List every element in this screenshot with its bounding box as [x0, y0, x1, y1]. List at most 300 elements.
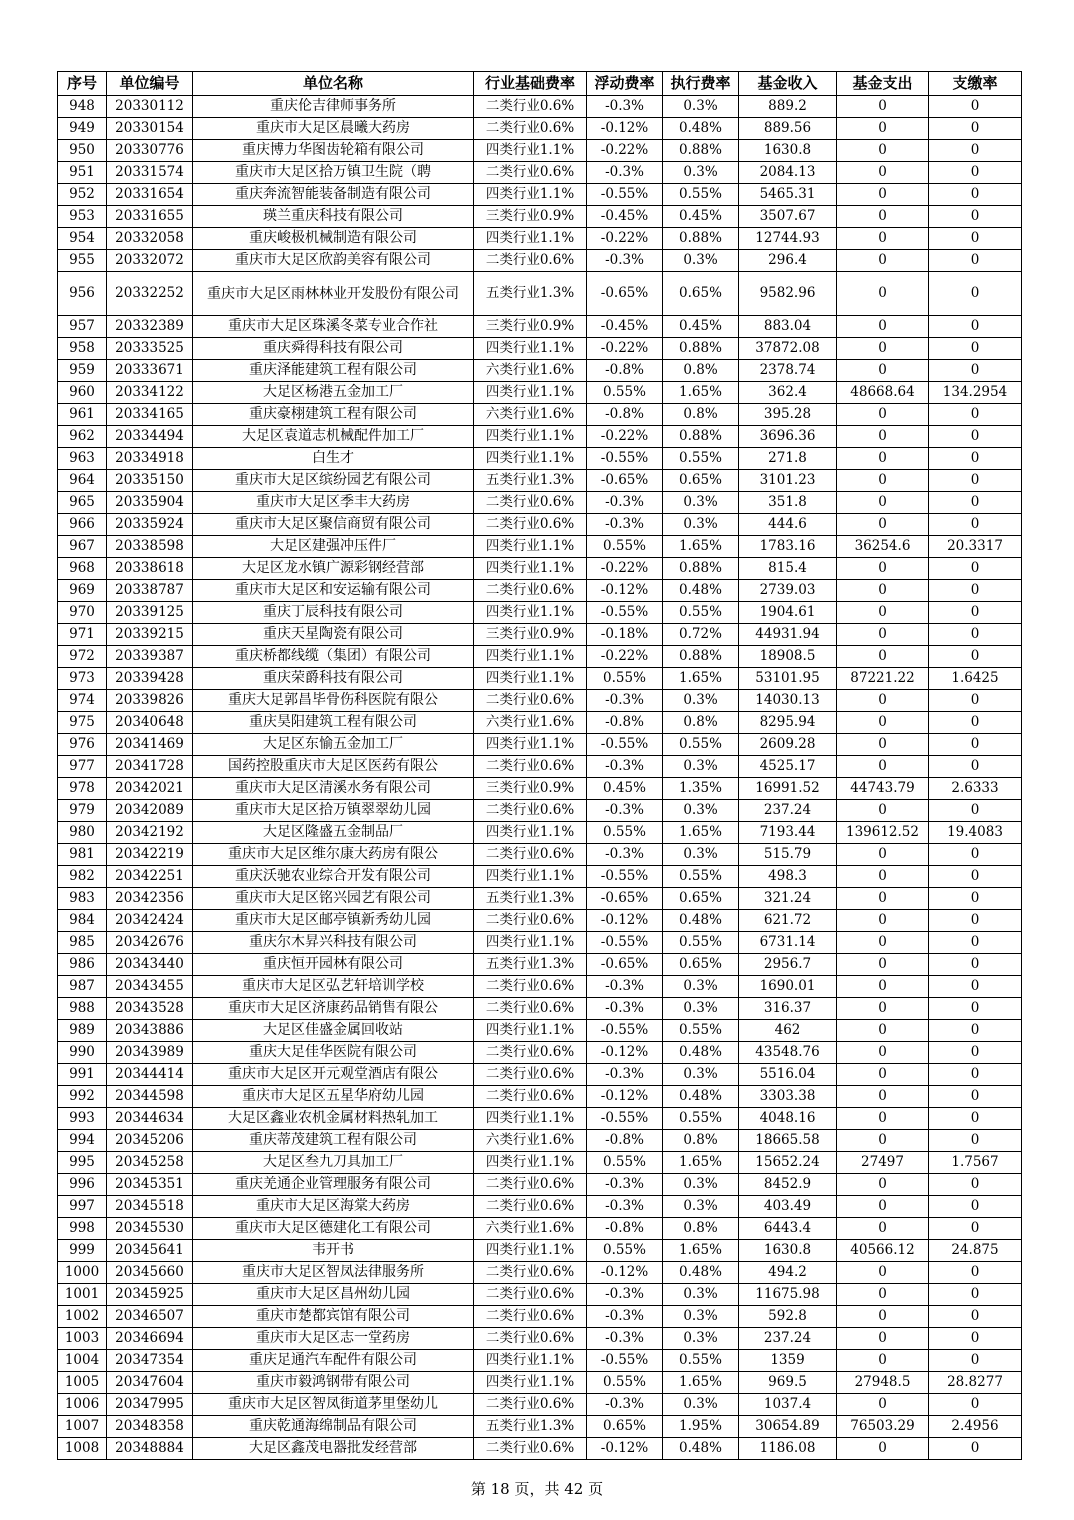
table-cell: 重庆尔木昇兴科技有限公司	[193, 932, 474, 954]
table-cell: 四类行业1.1%	[474, 734, 587, 756]
table-cell: 重庆市大足区雨林林业开发股份有限公司	[193, 272, 474, 316]
table-cell: 997	[58, 1196, 107, 1218]
table-cell: 二类行业0.6%	[474, 998, 587, 1020]
table-cell: 0.48%	[663, 580, 739, 602]
table-row	[58, 910, 1022, 932]
table-row	[58, 162, 1022, 184]
table-cell: 20342356	[107, 888, 193, 910]
table-cell: 2956.7	[739, 954, 837, 976]
table-cell: 0	[929, 1086, 1022, 1108]
table-cell: 20332252	[107, 272, 193, 316]
table-cell: 0	[929, 184, 1022, 206]
table-cell: 966	[58, 514, 107, 536]
table-cell: -0.12%	[587, 1042, 663, 1064]
table-cell: 20344598	[107, 1086, 193, 1108]
table-cell: 271.8	[739, 448, 837, 470]
table-cell: 0	[837, 1086, 929, 1108]
table-cell: 四类行业1.1%	[474, 1350, 587, 1372]
table-cell: 0	[929, 712, 1022, 734]
table-cell: 白生才	[193, 448, 474, 470]
table-cell: 889.2	[739, 96, 837, 118]
table-row	[58, 250, 1022, 272]
table-cell: 重庆泽能建筑工程有限公司	[193, 360, 474, 382]
table-cell: 0	[929, 998, 1022, 1020]
table-cell: 0.48%	[663, 1262, 739, 1284]
table-cell: 三类行业0.9%	[474, 778, 587, 800]
table-cell: 0.8%	[663, 360, 739, 382]
table-row	[58, 624, 1022, 646]
table-cell: 大足区杨港五金加工厂	[193, 382, 474, 404]
table-cell: -0.3%	[587, 1394, 663, 1416]
table-cell: 0	[837, 1064, 929, 1086]
table-cell: 971	[58, 624, 107, 646]
table-cell: -0.55%	[587, 932, 663, 954]
table-cell: 977	[58, 756, 107, 778]
table-cell: 0.55%	[663, 1350, 739, 1372]
table-cell: 0	[929, 492, 1022, 514]
table-cell: 0	[929, 360, 1022, 382]
table-cell: 973	[58, 668, 107, 690]
table-cell: 大足区叁九刀具加工厂	[193, 1152, 474, 1174]
table-cell: 0	[837, 800, 929, 822]
table-cell: 0	[837, 1042, 929, 1064]
table-cell: 0	[837, 624, 929, 646]
table-cell: 二类行业0.6%	[474, 1086, 587, 1108]
table-cell: 0	[837, 1438, 929, 1460]
table-cell: 494.2	[739, 1262, 837, 1284]
table-cell: 14030.13	[739, 690, 837, 712]
table-cell: -0.22%	[587, 426, 663, 448]
table-cell: 0.3%	[663, 514, 739, 536]
table-cell: 0.3%	[663, 844, 739, 866]
table-cell: 0.88%	[663, 338, 739, 360]
table-cell: 四类行业1.1%	[474, 140, 587, 162]
table-cell: 983	[58, 888, 107, 910]
table-cell: 0.65%	[663, 470, 739, 492]
table-cell: -0.3%	[587, 250, 663, 272]
table-cell: 0	[837, 690, 929, 712]
table-cell: -0.18%	[587, 624, 663, 646]
table-cell: 0.55%	[663, 1108, 739, 1130]
table-cell: 815.4	[739, 558, 837, 580]
table-cell: 0	[929, 250, 1022, 272]
table-cell: 0.3%	[663, 976, 739, 998]
table-cell: 20339387	[107, 646, 193, 668]
table-cell: 20331574	[107, 162, 193, 184]
table-cell: 0	[929, 96, 1022, 118]
table-cell: 重庆丁辰科技有限公司	[193, 602, 474, 624]
table-cell: 990	[58, 1042, 107, 1064]
table-cell: -0.8%	[587, 712, 663, 734]
table-cell: 955	[58, 250, 107, 272]
table-cell: 972	[58, 646, 107, 668]
table-cell: 953	[58, 206, 107, 228]
table-cell: 四类行业1.1%	[474, 382, 587, 404]
table-cell: 重庆市大足区晨曦大药房	[193, 118, 474, 140]
table-cell: -0.55%	[587, 734, 663, 756]
table-cell: 20341469	[107, 734, 193, 756]
table-cell: 992	[58, 1086, 107, 1108]
table-cell: 968	[58, 558, 107, 580]
table-cell: 20.3317	[929, 536, 1022, 558]
table-cell: -0.55%	[587, 184, 663, 206]
table-row	[58, 778, 1022, 800]
table-cell: 985	[58, 932, 107, 954]
table-cell: 995	[58, 1152, 107, 1174]
table-cell: 991	[58, 1064, 107, 1086]
table-cell: 0	[929, 272, 1022, 316]
table-cell: 951	[58, 162, 107, 184]
table-cell: 20345206	[107, 1130, 193, 1152]
table-cell: 大足区隆盛五金制品厂	[193, 822, 474, 844]
table-cell: 0.55%	[663, 932, 739, 954]
table-cell: 重庆市大足区德建化工有限公司	[193, 1218, 474, 1240]
table-cell: 515.79	[739, 844, 837, 866]
table-cell: 四类行业1.1%	[474, 536, 587, 558]
table-cell: 3303.38	[739, 1086, 837, 1108]
table-cell: 1001	[58, 1284, 107, 1306]
table-cell: 二类行业0.6%	[474, 580, 587, 602]
table-cell: 0	[837, 1020, 929, 1042]
table-row	[58, 1350, 1022, 1372]
table-cell: 19.4083	[929, 822, 1022, 844]
table-cell: 950	[58, 140, 107, 162]
table-cell: 1783.16	[739, 536, 837, 558]
table-cell: 498.3	[739, 866, 837, 888]
table-cell: 1359	[739, 1350, 837, 1372]
table-cell: -0.3%	[587, 800, 663, 822]
table-cell: 0	[837, 1130, 929, 1152]
table-cell: 0	[837, 184, 929, 206]
table-cell: 948	[58, 96, 107, 118]
table-cell: 20342021	[107, 778, 193, 800]
table-cell: 0.8%	[663, 404, 739, 426]
table-cell: 0.55%	[587, 536, 663, 558]
table-row	[58, 96, 1022, 118]
table-cell: 重庆市大足区拾万镇卫生院（聘	[193, 162, 474, 184]
table-cell: 二类行业0.6%	[474, 1328, 587, 1350]
table-cell: 0	[929, 580, 1022, 602]
table-row	[58, 998, 1022, 1020]
table-cell: 0	[929, 1394, 1022, 1416]
table-cell: 20342219	[107, 844, 193, 866]
table-cell: 3507.67	[739, 206, 837, 228]
table-cell: 8295.94	[739, 712, 837, 734]
table-cell: 1002	[58, 1306, 107, 1328]
table-row	[58, 1284, 1022, 1306]
table-cell: 0.45%	[663, 206, 739, 228]
table-cell: 重庆市毅鸿钢带有限公司	[193, 1372, 474, 1394]
table-cell: 20346694	[107, 1328, 193, 1350]
table-cell: 2739.03	[739, 580, 837, 602]
table-cell: 0.45%	[587, 778, 663, 800]
table-cell: 592.8	[739, 1306, 837, 1328]
table-cell: 0.8%	[663, 1130, 739, 1152]
table-cell: 0.48%	[663, 1438, 739, 1460]
table-cell: 1904.61	[739, 602, 837, 624]
table-cell: 981	[58, 844, 107, 866]
table-cell: 0	[837, 1350, 929, 1372]
table-cell: 979	[58, 800, 107, 822]
table-cell: -0.55%	[587, 448, 663, 470]
table-cell: 48668.64	[837, 382, 929, 404]
table-cell: 362.4	[739, 382, 837, 404]
table-cell: 1.7567	[929, 1152, 1022, 1174]
table-cell: 四类行业1.1%	[474, 426, 587, 448]
table-cell: 0	[837, 1108, 929, 1130]
table-cell: 0	[929, 1438, 1022, 1460]
table-cell: -0.3%	[587, 492, 663, 514]
table-cell: 四类行业1.1%	[474, 1108, 587, 1130]
table-cell: 重庆市大足区珠溪冬菜专业合作社	[193, 316, 474, 338]
table-cell: 20342192	[107, 822, 193, 844]
table-cell: -0.8%	[587, 360, 663, 382]
table-cell: 重庆市大足区邮亭镇新秀幼儿园	[193, 910, 474, 932]
table-cell: 1005	[58, 1372, 107, 1394]
table-cell: 三类行业0.9%	[474, 624, 587, 646]
table-cell: 五类行业1.3%	[474, 954, 587, 976]
table-cell: 351.8	[739, 492, 837, 514]
table-cell: 0.48%	[663, 1042, 739, 1064]
table-cell: 二类行业0.6%	[474, 1438, 587, 1460]
table-cell: -0.3%	[587, 96, 663, 118]
table-cell: 重庆足通汽车配件有限公司	[193, 1350, 474, 1372]
table-cell: 二类行业0.6%	[474, 1174, 587, 1196]
table-cell: 四类行业1.1%	[474, 1152, 587, 1174]
table-cell: -0.12%	[587, 118, 663, 140]
table-cell: 大足区东愉五金加工厂	[193, 734, 474, 756]
table-cell: 87221.22	[837, 668, 929, 690]
table-cell: 0	[837, 954, 929, 976]
table-cell: 四类行业1.1%	[474, 668, 587, 690]
table-cell: 六类行业1.6%	[474, 360, 587, 382]
table-cell: 2609.28	[739, 734, 837, 756]
table-cell: 二类行业0.6%	[474, 118, 587, 140]
table-cell: 1630.8	[739, 1240, 837, 1262]
table-cell: 五类行业1.3%	[474, 470, 587, 492]
column-header: 行业基础费率	[474, 72, 587, 96]
table-cell: 3101.23	[739, 470, 837, 492]
table-cell: 0.55%	[663, 602, 739, 624]
table-cell: 36254.6	[837, 536, 929, 558]
table-cell: 0	[929, 690, 1022, 712]
table-cell: 20347604	[107, 1372, 193, 1394]
table-cell: 0	[929, 800, 1022, 822]
table-cell: 53101.95	[739, 668, 837, 690]
table-cell: 2.4956	[929, 1416, 1022, 1438]
table-row	[58, 976, 1022, 998]
table-cell: -0.55%	[587, 602, 663, 624]
table-cell: 0	[837, 1218, 929, 1240]
table-cell: 0	[929, 1284, 1022, 1306]
table-cell: 20331655	[107, 206, 193, 228]
table-cell: 重庆市大足区智凤街道茅里堡幼儿	[193, 1394, 474, 1416]
table-cell: 20348884	[107, 1438, 193, 1460]
table-cell: 961	[58, 404, 107, 426]
table-cell: 0.65%	[663, 272, 739, 316]
data-table	[57, 71, 1022, 1460]
table-cell: 0	[837, 844, 929, 866]
table-cell: 20342424	[107, 910, 193, 932]
table-cell: 958	[58, 338, 107, 360]
table-cell: 重庆大足郭昌毕骨伤科医院有限公	[193, 690, 474, 712]
table-row	[58, 734, 1022, 756]
table-cell: 六类行业1.6%	[474, 712, 587, 734]
table-cell: 20334122	[107, 382, 193, 404]
table-cell: 重庆博力华图齿轮箱有限公司	[193, 140, 474, 162]
table-cell: -0.12%	[587, 1086, 663, 1108]
table-cell: 20331654	[107, 184, 193, 206]
table-cell: -0.12%	[587, 1438, 663, 1460]
table-cell: 大足区鑫业农机金属材料热轧加工	[193, 1108, 474, 1130]
table-cell: -0.12%	[587, 910, 663, 932]
table-row	[58, 822, 1022, 844]
table-cell: -0.65%	[587, 888, 663, 910]
table-cell: 20343528	[107, 998, 193, 1020]
table-cell: 重庆市大足区铭兴园艺有限公司	[193, 888, 474, 910]
table-cell: 20335904	[107, 492, 193, 514]
table-cell: 20341728	[107, 756, 193, 778]
table-cell: 1037.4	[739, 1394, 837, 1416]
table-cell: 0.3%	[663, 162, 739, 184]
table-cell: 965	[58, 492, 107, 514]
table-cell: 四类行业1.1%	[474, 448, 587, 470]
table-cell: 重庆天星陶瓷有限公司	[193, 624, 474, 646]
table-cell: 952	[58, 184, 107, 206]
table-cell: 1007	[58, 1416, 107, 1438]
table-row	[58, 184, 1022, 206]
table-cell: 0	[837, 492, 929, 514]
table-cell: 0.88%	[663, 140, 739, 162]
table-cell: 二类行业0.6%	[474, 844, 587, 866]
table-cell: 六类行业1.6%	[474, 404, 587, 426]
table-cell: 37872.08	[739, 338, 837, 360]
table-cell: 0	[929, 1328, 1022, 1350]
table-cell: 988	[58, 998, 107, 1020]
table-row	[58, 1416, 1022, 1438]
table-row	[58, 382, 1022, 404]
table-cell: 20345530	[107, 1218, 193, 1240]
table-cell: 二类行业0.6%	[474, 756, 587, 778]
table-row	[58, 1262, 1022, 1284]
table-cell: 重庆乾通海绵制品有限公司	[193, 1416, 474, 1438]
table-cell: 0	[929, 734, 1022, 756]
table-cell: 0	[929, 756, 1022, 778]
table-cell: 重庆荣爵科技有限公司	[193, 668, 474, 690]
table-row	[58, 1174, 1022, 1196]
table-body	[58, 96, 1022, 1460]
table-cell: 重庆市大足区五星华府幼儿园	[193, 1086, 474, 1108]
table-cell: 0.65%	[663, 954, 739, 976]
table-cell: 3696.36	[739, 426, 837, 448]
table-cell: -0.3%	[587, 1064, 663, 1086]
table-cell: 20347995	[107, 1394, 193, 1416]
table-cell: -0.3%	[587, 1328, 663, 1350]
table-cell: 重庆市大足区欣韵美容有限公司	[193, 250, 474, 272]
table-cell: 重庆市大足区聚信商贸有限公司	[193, 514, 474, 536]
table-cell: 重庆大足佳华医院有限公司	[193, 1042, 474, 1064]
table-cell: 重庆昊阳建筑工程有限公司	[193, 712, 474, 734]
table-cell: 18665.58	[739, 1130, 837, 1152]
table-cell: 重庆豪栩建筑工程有限公司	[193, 404, 474, 426]
table-row	[58, 1130, 1022, 1152]
table-cell: -0.55%	[587, 1350, 663, 1372]
table-cell: 重庆市大足区开元观堂酒店有限公	[193, 1064, 474, 1086]
table-cell: 四类行业1.1%	[474, 866, 587, 888]
table-cell: 0	[837, 646, 929, 668]
table-cell: 20345660	[107, 1262, 193, 1284]
table-cell: 20338598	[107, 536, 193, 558]
table-cell: 1003	[58, 1328, 107, 1350]
table-cell: -0.22%	[587, 228, 663, 250]
table-cell: 7193.44	[739, 822, 837, 844]
table-cell: 0.55%	[663, 1020, 739, 1042]
table-cell: 0	[929, 1218, 1022, 1240]
table-cell: 0	[837, 734, 929, 756]
table-cell: 四类行业1.1%	[474, 1020, 587, 1042]
table-cell: 0.45%	[663, 316, 739, 338]
table-cell: 0	[837, 404, 929, 426]
table-cell: 0	[929, 1196, 1022, 1218]
table-cell: 6731.14	[739, 932, 837, 954]
table-cell: 0	[837, 1196, 929, 1218]
column-header: 单位名称	[193, 72, 474, 96]
table-cell: 0.65%	[663, 888, 739, 910]
table-cell: 二类行业0.6%	[474, 1262, 587, 1284]
table-cell: 重庆舜得科技有限公司	[193, 338, 474, 360]
table-cell: 20330154	[107, 118, 193, 140]
table-cell: 0	[929, 1042, 1022, 1064]
table-cell: 二类行业0.6%	[474, 1284, 587, 1306]
table-cell: 大足区袁道志机械配件加工厂	[193, 426, 474, 448]
table-cell: 重庆市大足区志一堂药房	[193, 1328, 474, 1350]
table-cell: 963	[58, 448, 107, 470]
table-cell: 二类行业0.6%	[474, 800, 587, 822]
table-cell: 0	[837, 316, 929, 338]
table-row	[58, 228, 1022, 250]
table-cell: 0.3%	[663, 1174, 739, 1196]
table-cell: 1.6425	[929, 668, 1022, 690]
table-cell: 0	[837, 866, 929, 888]
table-cell: 316.37	[739, 998, 837, 1020]
table-cell: 0	[929, 1130, 1022, 1152]
table-cell: 0.55%	[587, 382, 663, 404]
table-cell: 20339215	[107, 624, 193, 646]
table-cell: 四类行业1.1%	[474, 558, 587, 580]
table-cell: 0	[929, 514, 1022, 536]
table-cell: 0.3%	[663, 1394, 739, 1416]
table-cell: 20345351	[107, 1174, 193, 1196]
table-cell: 1.65%	[663, 822, 739, 844]
table-cell: 二类行业0.6%	[474, 162, 587, 184]
table-cell: 964	[58, 470, 107, 492]
table-cell: 1006	[58, 1394, 107, 1416]
table-cell: 40566.12	[837, 1240, 929, 1262]
table-row	[58, 1020, 1022, 1042]
table-cell: 四类行业1.1%	[474, 1240, 587, 1262]
table-cell: -0.65%	[587, 954, 663, 976]
table-cell: 重庆伦吉律师事务所	[193, 96, 474, 118]
table-cell: 0.88%	[663, 646, 739, 668]
table-cell: 0.55%	[663, 734, 739, 756]
header-row	[58, 72, 1022, 96]
table-cell: 20345641	[107, 1240, 193, 1262]
table-cell: 0.55%	[587, 1240, 663, 1262]
table-cell: 0.48%	[663, 910, 739, 932]
table-cell: 20334165	[107, 404, 193, 426]
table-cell: 1690.01	[739, 976, 837, 998]
table-cell: 0	[929, 1064, 1022, 1086]
